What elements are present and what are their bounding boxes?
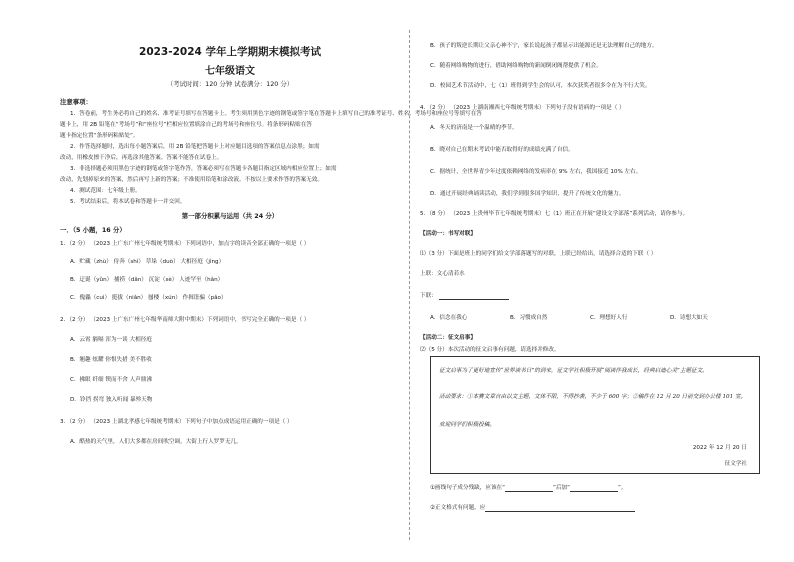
notice-box bbox=[430, 356, 760, 474]
fill1-blank-b[interactable] bbox=[570, 485, 618, 492]
q5-option-b: B．习惯成自然 bbox=[510, 315, 548, 321]
notice-line: 改动，用橡皮擦干净后，再选涂其他答案。答案不能答在试卷上。 bbox=[60, 155, 223, 161]
q4-option-a: A．冬天的济南是一个温晴的季节。 bbox=[430, 125, 518, 131]
notice-line: 题卡指定位置“条形码粘贴处”。 bbox=[60, 133, 139, 139]
q4-option-b: B．晓对自己在期末考试中能否取得好的成绩充满了自信。 bbox=[430, 147, 574, 153]
notice-date: 2022 年 12 月 20 日 bbox=[692, 445, 747, 451]
q2-option-d: D．铃铛 拐弯 独入听闻 暴殄天物 bbox=[70, 397, 153, 403]
q1-option-c: C．傀儡（cuì） 挺拔（niǎn） 蜃楼（xún） 作揖诳骗（pǎo） bbox=[70, 295, 227, 301]
exam-title: 2023-2024 学年上学期期末模拟考试 bbox=[139, 46, 321, 58]
notice-signature: 征文学社 bbox=[724, 461, 747, 467]
column-divider bbox=[409, 30, 410, 540]
notice-text-2: 活动要求：①本赛文章自由以文主题，文体不限，不得抄袭，不少于 600 字；②稿件在 12 月 20 日前交到办公楼 101 室。 bbox=[439, 394, 747, 400]
notice-title: 注意事项： bbox=[60, 98, 92, 106]
section1-heading: 一．（5 小题，16 分） bbox=[60, 226, 126, 234]
fill1-blank-a[interactable] bbox=[505, 485, 553, 492]
fill-question-2 bbox=[430, 504, 635, 512]
notice-line: 2．作答选择题时，选出每小题答案后，用 2B 铅笔把答题卡上对应题目选项的答案信息点涂黑；如需 bbox=[70, 144, 320, 150]
fill1-mid: ”后加“ bbox=[553, 485, 571, 491]
notice-line: 改动，先划掉原来的答案，然后再写上新的答案；不准使用铅笔和涂改液。不按以上要求作答的答案无效。 bbox=[60, 177, 323, 183]
question-1-stem: 1．（2 分） （2023 上广东广州七年级统考期末）下列词语中，加点字的读音全部正确的一项是（ ） bbox=[60, 241, 310, 247]
notice-line: 1．答卷前，考生务必将自己的姓名、准考证号填写在答题卡上。考生须用黑色字迹的钢笔或签字笔在答题卡上填写自己的准考证号、姓名、考场号和座位号等填写在答 bbox=[70, 111, 482, 117]
right-column bbox=[420, 0, 750, 562]
q2-option-b: B．翘趣 炫耀 你恨失措 美不胜收 bbox=[70, 357, 152, 363]
q2-option-a: A．云霄 膈嗝 浑为一谈 大相径庭 bbox=[70, 337, 152, 343]
activity-1-heading: 【活动一：书写对联】 bbox=[420, 231, 476, 237]
q2-option-c: C．拂眼 纤细 锲而不舍 人声鼎沸 bbox=[70, 377, 152, 383]
exam-subject: 七年级语文 bbox=[205, 66, 255, 77]
couplet-answer-blank[interactable] bbox=[439, 293, 509, 300]
q1-option-b: B．迂诞（yǔn） 捕捞（dǎn） 沉淀（sè） 人迹罕至（hǎn） bbox=[70, 277, 224, 283]
notice-text-3: 欢迎同学们积极投稿。 bbox=[439, 422, 495, 428]
notice-text-1: 征文启事为了更好地宣传“世界读书日”的到来，征文学社积极开展“阅读伴我成长，经典启迪心灵”主题征文。 bbox=[439, 368, 708, 374]
q3-option-b: B．孩子的叛逆长期让父亲心神不宁，家长说起孩子都显示出能源还是无法理解自己的地方。 bbox=[430, 43, 658, 49]
activity-2-question: ⑵（5 分）本次活动的征文启事有问题，请选择并修改。 bbox=[420, 347, 560, 353]
activity-1-question: ⑴（3 分）下面是班上的同学们给文学部落题写的对联，上联已经给出，请选择合适的下联（ ） bbox=[420, 251, 657, 257]
q5-option-a: A．信念在我心 bbox=[430, 315, 468, 321]
fill1-suffix: ”。 bbox=[618, 485, 627, 491]
activity-2-heading: 【活动二：征文启事】 bbox=[420, 335, 476, 341]
q4-option-c: C．据统计，全世界青少年过度依赖网络的发病率在 9% 左右，我国接近 10% 左右。 bbox=[430, 169, 642, 175]
q1-option-a: A．贮藏（zhù） 侍奔（shì） 草垛（duò） 大相径庭（jìng） bbox=[70, 259, 225, 265]
fill2-prefix: ②正文格式有问题，应 bbox=[430, 505, 486, 511]
q5-option-d: D．诗想大如天 bbox=[670, 315, 708, 321]
q3-option-d: D．校园艺术节活动中，七（1）班得到学生会的认可，本次获奖者很多令在为不行大笑。 bbox=[430, 83, 651, 89]
notice-line: 4．测试范围：七年级上册。 bbox=[70, 188, 141, 194]
exam-meta: （考试时间：120 分钟 试卷满分：120 分） bbox=[166, 80, 294, 88]
q4-option-d: D．通过开展经典诵读活动，我们学到很多国学知识，提升了传统文化的魅力。 bbox=[430, 191, 625, 197]
fill-question-1 bbox=[430, 484, 627, 492]
fill2-blank[interactable] bbox=[485, 505, 635, 512]
couplet-upper: 上联：文心清若水 bbox=[420, 271, 465, 277]
couplet-lower bbox=[420, 292, 509, 300]
couplet-lower-label: 下联： bbox=[420, 293, 437, 299]
fill1-prefix: ①画线句子成分残缺，应该在“ bbox=[430, 485, 506, 491]
q3-option-a: A．酷热的天气里，人们大多都在房间吹空调，大街上行人罗罗无几。 bbox=[70, 439, 242, 445]
q5-option-c: C．理想好人行 bbox=[590, 315, 628, 321]
question-2-stem: 2．（2 分） （2023 上广东广州七年级华南师大附中期末）下列词语中，书写完全正确的一项是（ ） bbox=[60, 317, 310, 323]
q3-option-c: C．随着网络购物的进行，借助网络购物的新闻倒闭阁帮提供了机会。 bbox=[430, 63, 602, 69]
part1-heading: 第一部分积累与运用（共 24 分） bbox=[181, 212, 279, 220]
notice-line: 5．考试结束后，将本试卷和答题卡一并交回。 bbox=[70, 199, 186, 205]
question-5-stem: 5．（8 分） （2023 上贵州毕节七年级统考期末）七（1）班正在开展“建设文学部落”系列活动，请你参与。 bbox=[420, 211, 689, 217]
notice-line: 题卡上，用 2B 铅笔在“考场号”和“座位号”栏相应位置填涂自己的考场号和座位号。将条形码粘贴在答 bbox=[60, 122, 312, 128]
question-4-stem: 4．（2 分） （2023 上湖南湘西七年级统考期末）下列句子没有语病的一项是（ ） bbox=[420, 105, 625, 111]
notice-line: 3．非选择题必须用黑色字迹的钢笔或签字笔作答，答案必须写在答题卡各题目指定区域内相应位置上；如需 bbox=[70, 166, 337, 172]
question-3-stem: 3．（2 分） （2023 上湖北孝感七年级统考期末）下列句子中加点成语运用正确的一项是（ ） bbox=[60, 419, 293, 425]
